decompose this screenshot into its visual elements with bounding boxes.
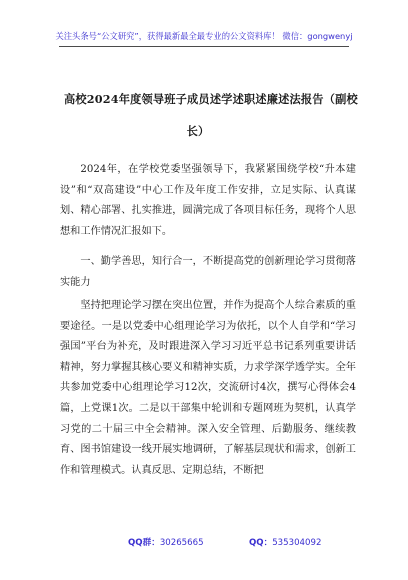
footer-qq xyxy=(249,536,321,548)
section-heading-1 xyxy=(60,252,356,293)
header-divider xyxy=(59,46,349,47)
footer-qq-number: 535304092 xyxy=(272,538,322,548)
section-heading-1-text: 一、勤学善思，知行合一，不断提高党的创新理论学习贯彻落实能力 xyxy=(60,256,356,288)
footer-contact xyxy=(0,536,408,550)
paragraph-theory-study-text: 坚持把理论学习摆在突出位置，并作为提高个人综合素质的重要途径。一是以党委中心组理论学习为依托，以个人自学和“学习强国”平台为补充，及时跟进深入学习习近平总书记系列重要讲话精神，努力掌握其核心要义和精神实质，力求学深学透学实。全年共参加党委中心组理论学习12次，交流研讨4次，撰写心得体会4篇，上党课1次。二是以干部集中轮训和专题网班为契机，认真学习党的二十届三中全会精神。深入安全管理、后勤服务、继续教育、图书馆建设一线开展实地调研，了解基层现状和需求，创新工作和管理模式。认真反思、定期总结，不断把 xyxy=(60,300,356,476)
footer-qq-group-number: 30265665 xyxy=(159,538,204,548)
paragraph-theory-study xyxy=(60,296,356,481)
footer-qq-label: QQ： xyxy=(249,538,273,548)
document-title-line-2: 长） xyxy=(186,124,210,138)
paragraph-intro xyxy=(60,160,356,242)
paragraph-intro-text: 2024年，在学校党委坚强领导下，我紧紧围绕学校“升本建设”和“双高建设”中心工作及年度工作安排，立足实际、认真谋划、精心部署、扎实推进，圆满完成了各项目标任务，现将个人思想和工作情况汇报如下。 xyxy=(60,164,356,237)
header-promo-text: 关注头条号“公文研究”，获得最新最全最专业的公文资料库！ 微信：gongwenyj xyxy=(55,31,353,41)
footer-qq-group xyxy=(128,536,204,548)
footer-qq-group-label: QQ群： xyxy=(128,538,160,548)
document-title-line-1: 高校2024年度领导班子成员述学述职述廉述法报告（副校 xyxy=(64,92,358,106)
